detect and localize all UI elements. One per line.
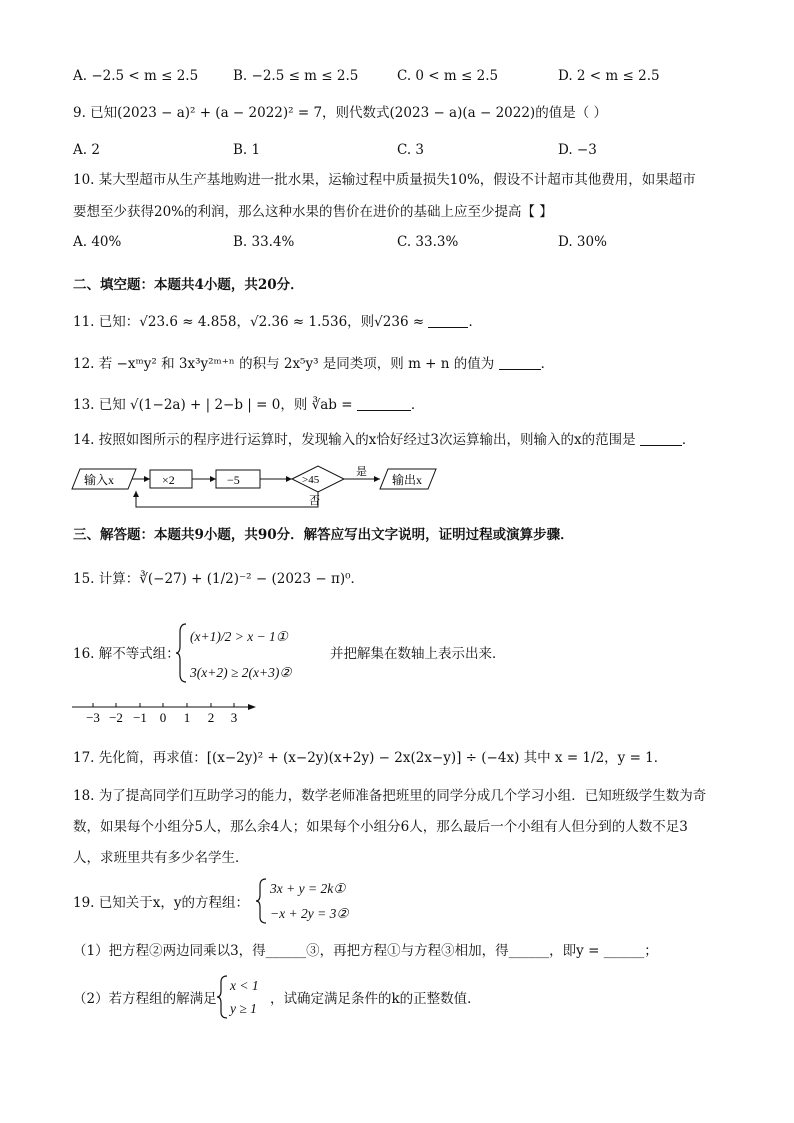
q11-answer-blank — [428, 313, 468, 328]
q8-option-d: D. 2 < m ≤ 2.5 — [558, 68, 660, 84]
section-3-heading: 三、解答题：本题共9小题，共90分．解答应写出文字说明，证明过程或演算步骤． — [73, 527, 574, 543]
q19-part2-suffix: ，试确定满足条件的k的正整数值． — [270, 991, 481, 1007]
tick-label-2: 2 — [207, 710, 215, 725]
tick-label-neg1: −1 — [133, 710, 147, 725]
q16-number-line — [70, 699, 260, 727]
q14-text: 14. 按照如图所示的程序进行运算时，发现输入的x恰好经过3次运算输出，则输入的x的范围是 ． — [73, 432, 696, 448]
tick-label-3: 3 — [230, 710, 238, 725]
q9-option-c: C. 3 — [397, 142, 425, 158]
q9-option-b: B. 1 — [233, 142, 261, 158]
tick-label-neg3: −3 — [86, 710, 100, 725]
section-2-heading: 二、填空题：本题共4小题，共20分． — [73, 277, 304, 293]
q19-condition-1: x < 1 — [230, 978, 259, 993]
q12-text: 12. 若 −xᵐy² 和 3x³y²ᵐ⁺ⁿ 的积与 2x⁵y³ 是同类项，则 m + n 的值为 ． — [73, 356, 555, 372]
q19-part1: （1）把方程②两边同乘以3，得______③，再把方程①与方程③相加，得______，即y = ______； — [73, 943, 658, 959]
q10-stem-line1: 10. 某大型超市从生产基地购进一批水果，运输过程中质量损失10%，假设不计超市其他费用，如果超市 — [73, 172, 696, 188]
q9-stem: 9. 已知(2023 − a)² + (a − 2022)² = 7，则代数式(2023 − a)(a − 2022)的值是（ ） — [73, 105, 607, 121]
flow-no-label: 否 — [309, 495, 320, 507]
q13-answer-blank — [357, 396, 411, 411]
q9-option-a: A. 2 — [73, 142, 100, 158]
q10-option-d: D. 30% — [558, 234, 607, 250]
q19-prefix: 19. 已知关于x，y的方程组： — [73, 895, 250, 911]
q10-option-a: A. 40% — [73, 234, 122, 250]
q8-option-c: C. 0 < m ≤ 2.5 — [397, 68, 499, 84]
flow-condition-label: >45 — [302, 474, 320, 486]
q10-option-b: B. 33.4% — [233, 234, 295, 250]
q19-brace — [256, 877, 268, 925]
q8-option-b: B. −2.5 ≤ m ≤ 2.5 — [233, 68, 359, 84]
q19-equation-2: −x + 2y = 3② — [270, 906, 349, 921]
q17-text: 17. 先化简，再求值：[(x−2y)² + (x−2y)(x+2y) − 2x(2x−y)] ÷ (−4x) 其中 x = 1/2，y = 1． — [73, 750, 668, 766]
q11-stem: 11. 已知：√23.6 ≈ 4.858，√2.36 ≈ 1.536，则√236 ≈ — [73, 314, 425, 330]
q16-suffix: 并把解集在数轴上表示出来． — [330, 646, 506, 662]
flow-input-label: 输入x — [84, 473, 115, 487]
q18-line1: 18. 为了提高同学们互助学习的能力，数学老师准备把班里的同学分成几个学习小组．已知班级学生数为奇 — [73, 788, 707, 804]
q14-stem: 14. 按照如图所示的程序进行运算时，发现输入的x恰好经过3次运算输出，则输入的x的范围是 — [73, 432, 636, 448]
q19-condition-2: y ≥ 1 — [230, 1001, 257, 1016]
q18-line3: 人，求班里共有多少名学生． — [73, 850, 249, 866]
q8-option-a: A. −2.5 < m ≤ 2.5 — [73, 68, 199, 84]
q13-text: 13. 已知 √(1−2a) + | 2−b | = 0，则 ∛ab = ． — [73, 397, 425, 413]
q16-inequality-2: 3(x+2) ≥ 2(x+3)② — [190, 665, 292, 680]
q14-flowchart — [70, 463, 440, 515]
q12-answer-blank — [499, 355, 541, 370]
tick-label-1: 1 — [183, 710, 191, 725]
q19-condition-brace — [217, 974, 229, 1020]
q12-stem: 12. 若 −xᵐy² 和 3x³y²ᵐ⁺ⁿ 的积与 2x⁵y³ 是同类项，则 m + n 的值为 — [73, 356, 495, 372]
q15-text: 15. 计算：∛(−27) + (1/2)⁻² − (2023 − π)⁰． — [73, 571, 365, 587]
flow-yes-label: 是 — [356, 466, 367, 478]
flow-output-label: 输出x — [392, 473, 423, 487]
q9-option-d: D. −3 — [558, 142, 597, 158]
q16-prefix: 16. 解不等式组： — [73, 646, 180, 662]
q19-part2-prefix: （2）若方程组的解满足 — [73, 991, 217, 1007]
q10-stem-line2: 要想至少获得20%的利润，那么这种水果的售价在进价的基础上应至少提高【 】 — [73, 204, 553, 220]
q14-answer-blank — [640, 431, 682, 446]
tick-label-neg2: −2 — [109, 710, 123, 725]
flow-multiply-label: ×2 — [162, 473, 175, 487]
q19-equation-1: 3x + y = 2k① — [270, 881, 346, 896]
tick-label-0: 0 — [159, 710, 167, 725]
q13-stem: 13. 已知 √(1−2a) + | 2−b | = 0，则 ∛ab = — [73, 397, 353, 413]
q18-line2: 数，如果每个小组分5人，那么余4人；如果每个小组分6人，那么最后一个小组有人但分到的人数不足3 — [73, 819, 688, 835]
q16-inequality-1: (x+1)/2 > x − 1① — [190, 629, 288, 644]
q16-brace — [176, 622, 188, 684]
q10-option-c: C. 33.3% — [397, 234, 459, 250]
flow-subtract-label: −5 — [227, 473, 240, 487]
q11-text: 11. 已知：√23.6 ≈ 4.858，√2.36 ≈ 1.536，则√236 ≈ ． — [73, 314, 482, 330]
